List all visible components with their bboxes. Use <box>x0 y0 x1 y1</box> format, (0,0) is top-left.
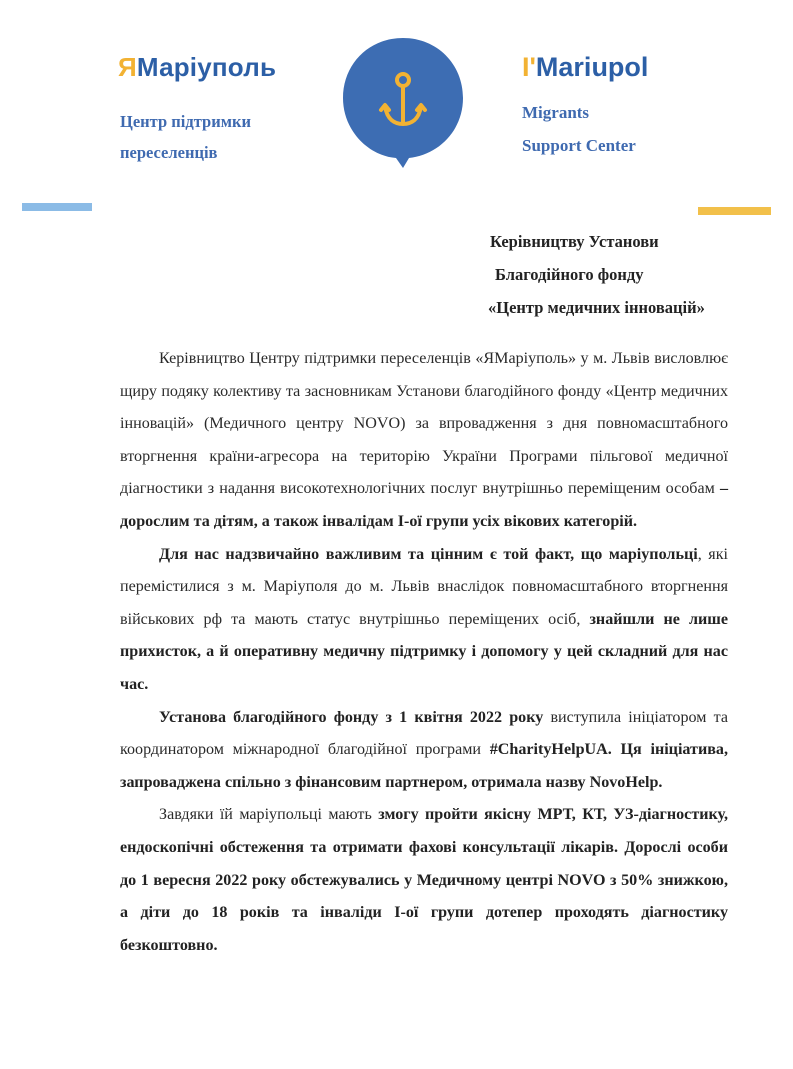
text-run: , які перемістилися з м. Маріуполя до м. Львів внаслідок повномасштабного вторгнення військових рф та мають статус внутрішньо переміщених осіб, <box>120 545 728 628</box>
bold-text-run: змогу пройти якісну МРТ, КТ, УЗ-діагностику, ендоскопічні обстеження та отримати фахові консультації лікарів. Дорослі особи до 1 вересня 2022 року обстежувались у Медичному центрі NOVO з 50% знижкою, а діти до 18 років та інваліди І-ої групи дотепер проходять діагностику безкоштовно. <box>120 806 728 954</box>
bold-text-run: – дорослим та дітям, а також інвалідам І-ої групи усіх вікових категорій. <box>120 480 728 530</box>
paragraph-2 <box>120 539 728 702</box>
paragraph-4 <box>120 799 728 962</box>
org-name-ua-line1: Центр підтримки <box>120 112 251 131</box>
logo-left-text: Маріуполь <box>136 52 277 82</box>
addressee-line3: «Центр медичних інновацій» <box>488 298 705 317</box>
logo-left-ya: Я <box>118 52 137 82</box>
paragraph-3 <box>120 702 728 800</box>
org-name-ua-line2: переселенців <box>120 143 218 162</box>
anchor-icon <box>341 36 465 170</box>
bold-text-run: Установа благодійного фонду з 1 квітня 2022 року <box>159 708 544 726</box>
text-run: Керівництво Центру підтримки переселенців «ЯМаріуполь» у м. Львів висловлює щиру подяку колективу та засновникам Установи благодійного фонду «Центр медичних інновацій» (Медичного центру NOVO) за впровадження з дня повномасштабного вторгнення країни-агресора на територію України Програми пільгової медичної діагностики з надання високотехнологічних послуг внутрішньо переміщеним особам <box>120 350 728 498</box>
addressee-line2: Благодійного фонду <box>495 265 644 284</box>
org-name-en-line1: Migrants <box>522 103 590 122</box>
bold-text-run: знайшли не лише прихисток, а й оперативну медичну підтримку і допомогу у цей складний для нас час. <box>120 610 728 693</box>
paragraph-1 <box>120 343 728 539</box>
logo-right-text: Mariupol <box>535 52 649 82</box>
org-name-english <box>522 96 636 162</box>
letter-body <box>120 343 728 962</box>
addressee-line1: Керівництву Установи <box>490 232 659 251</box>
org-name-en-line2: Support Center <box>522 136 636 155</box>
org-name-ukrainian <box>120 106 251 168</box>
decorative-bar-blue <box>22 203 92 211</box>
bold-text-run: #CharityHelpUA. Ця ініціатива, запроваджена спільно з фінансовим партнером, отримала назву NovoHelp. <box>120 741 728 791</box>
text-run: виступила ініціатором та координатором міжнародної благодійної програми <box>120 708 728 759</box>
logo-right-mark: І' <box>522 52 536 82</box>
logo-i-mariupol <box>522 52 648 83</box>
bold-text-run: Для нас надзвичайно важливим та цінним є той факт, що маріупольці <box>159 545 698 563</box>
decorative-bar-yellow <box>698 207 771 215</box>
text-run: Завдяки їй маріупольці мають <box>159 806 379 824</box>
logo-ya-mariupol <box>118 52 276 83</box>
